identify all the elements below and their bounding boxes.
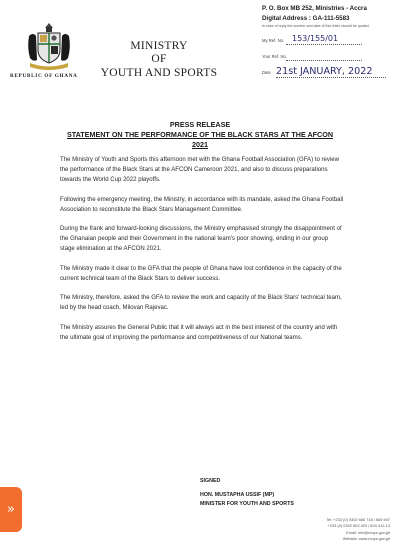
footer-website: Website: www.moys.gov.gh [342,536,390,542]
date-label: Date [262,70,271,75]
your-ref-label: Your Ref. No. [262,54,287,59]
ministry-name [100,40,218,80]
country-name: REPUBLIC OF GHANA [10,73,78,79]
expand-side-panel-button[interactable] [0,487,22,532]
paragraph-2: Following the emergency meeting, the Ministry, in accordance with its mandate, asked the Ghana Football Association to reconstitute the Black Stars Management Committee. [60,196,344,213]
reply-note: In case of reply the number and date of this letter should be quoted [262,24,369,28]
digital-address: Digital Address : GA-111-5583 [262,15,350,22]
your-ref-line [286,60,362,61]
your-ref-row [262,54,287,59]
press-release-heading: PRESS RELEASE [169,120,231,129]
statement-title: STATEMENT ON THE PERFORMANCE OF THE BLACK STARS AT THE AFCON 2021 [66,130,334,149]
ministry-line-1: MINISTRY [130,40,188,52]
ministry-line-3: YOUTH AND SPORTS [100,66,218,79]
paragraph-5: The Ministry, therefore, asked the GFA to review the work and capacity of the Black Stars' technical team, led by the head coach, Milovan Rajevac. [60,295,342,312]
my-ref-row [262,38,284,43]
footer-tel-2: +233 (0) 0302 603 403 / 603 412-13 [327,523,390,529]
double-chevron-right-icon: » [7,502,15,517]
signatory-name: HON. MUSTAPHA USSIF (MP) [200,492,275,498]
signed-label: SIGNED [200,478,221,484]
footer-tel: Tel: +233 (0) 0302 666 718 / 665 697 [326,517,390,522]
paragraph-3: During the frank and forward-looking discussions, the Ministry emphasised strongly the disappointment of the Ghanaian people and their Government in the national team's poor showing, ending in our group stage elimination at the AFCON 2021. [60,226,342,253]
footer-contacts [320,517,390,543]
po-box: P. O. Box MB 252, Ministries - Accra [262,5,367,12]
paragraph-6: The Ministry assures the General Public that it will always act in the best interest of the country and with the ultimate goal of improving the performance and competitiveness of our National teams. [60,324,338,341]
date-value: 21st JANUARY, 2022 [276,66,373,77]
my-ref-value: 153/155/01 [292,34,339,43]
ministry-line-2: OF [151,53,167,66]
signatory-title: MINISTER FOR YOUTH AND SPORTS [200,501,294,507]
my-ref-line [286,44,362,45]
footer-email: Email: info@moys.gov.gh [346,529,390,535]
paragraph-1: The Ministry of Youth and Sports this afternoon met with the Ghana Football Association (GFA) to review the performance of the Black Stars at the AFCON Cameroon 2021, and also to discuss preparations towards the World Cup 2022 playoffs. [60,157,339,183]
statement-body [60,155,344,353]
paragraph-4: The Ministry made it clear to the GFA that the people of Ghana have lost confidence in the capacity of the current technical team of the Black Stars to deliver success. [60,265,342,282]
ghana-coat-of-arms-icon [24,22,74,70]
date-line [276,77,386,78]
my-ref-label: My Ref. No. [262,38,285,43]
